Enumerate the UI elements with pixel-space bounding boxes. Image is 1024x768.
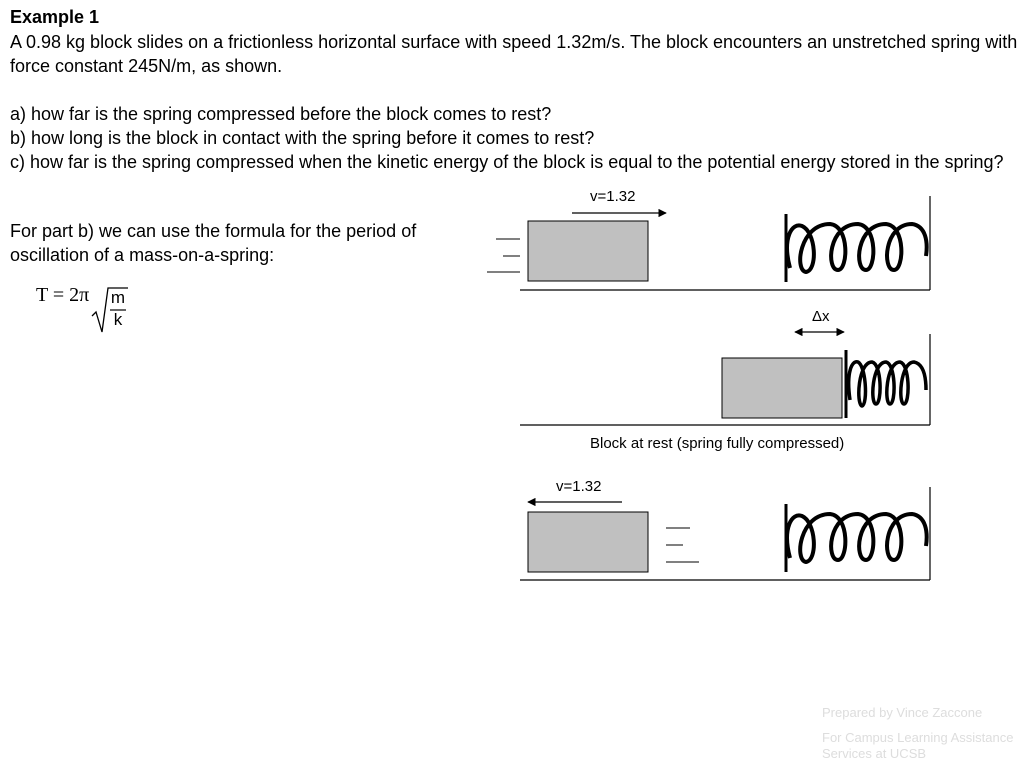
velocity-label: v=1.32 bbox=[590, 188, 636, 205]
block bbox=[722, 358, 842, 418]
panel-rebounding bbox=[520, 478, 930, 580]
problem-line: A 0.98 kg block slides on a frictionless horizontal surface with speed 1.32m/s. The block encounters an unstretched spring with force constant 245N/m, as shown. bbox=[10, 32, 1018, 76]
formula-lhs: T = 2π bbox=[36, 284, 90, 306]
spring-coils bbox=[787, 514, 927, 562]
footer-for-line: For Campus Learning Assistance Services at UCSB bbox=[822, 730, 1014, 761]
compressed-caption: Block at rest (spring fully compressed) bbox=[590, 435, 845, 452]
question-c: c) how far is the spring compressed when the kinetic energy of the block is equal to the potential energy stored in the spring? bbox=[10, 152, 1004, 172]
formula-numerator: m bbox=[110, 288, 126, 307]
block bbox=[528, 512, 648, 572]
part-b-note: For part b) we can use the formula for the period of oscillation of a mass-on-a-spring: bbox=[10, 221, 417, 265]
block bbox=[528, 221, 648, 281]
panel-compressed bbox=[520, 308, 930, 452]
slide-title: Example 1 bbox=[10, 7, 100, 27]
motion-lines bbox=[487, 239, 520, 272]
spring-coils-compressed bbox=[849, 362, 926, 406]
spring-coils bbox=[787, 224, 927, 272]
velocity-label: v=1.32 bbox=[556, 478, 602, 495]
footer-prepared-by: Prepared by Vince Zaccone bbox=[822, 705, 983, 720]
motion-lines bbox=[666, 528, 699, 562]
delta-x-label: Δx bbox=[812, 308, 830, 325]
question-a: a) how far is the spring compressed before the block comes to rest? bbox=[10, 104, 552, 124]
panel-approaching bbox=[487, 188, 930, 290]
formula-denominator: k bbox=[113, 310, 123, 329]
question-b: b) how long is the block in contact with the spring before it comes to rest? bbox=[10, 128, 595, 148]
